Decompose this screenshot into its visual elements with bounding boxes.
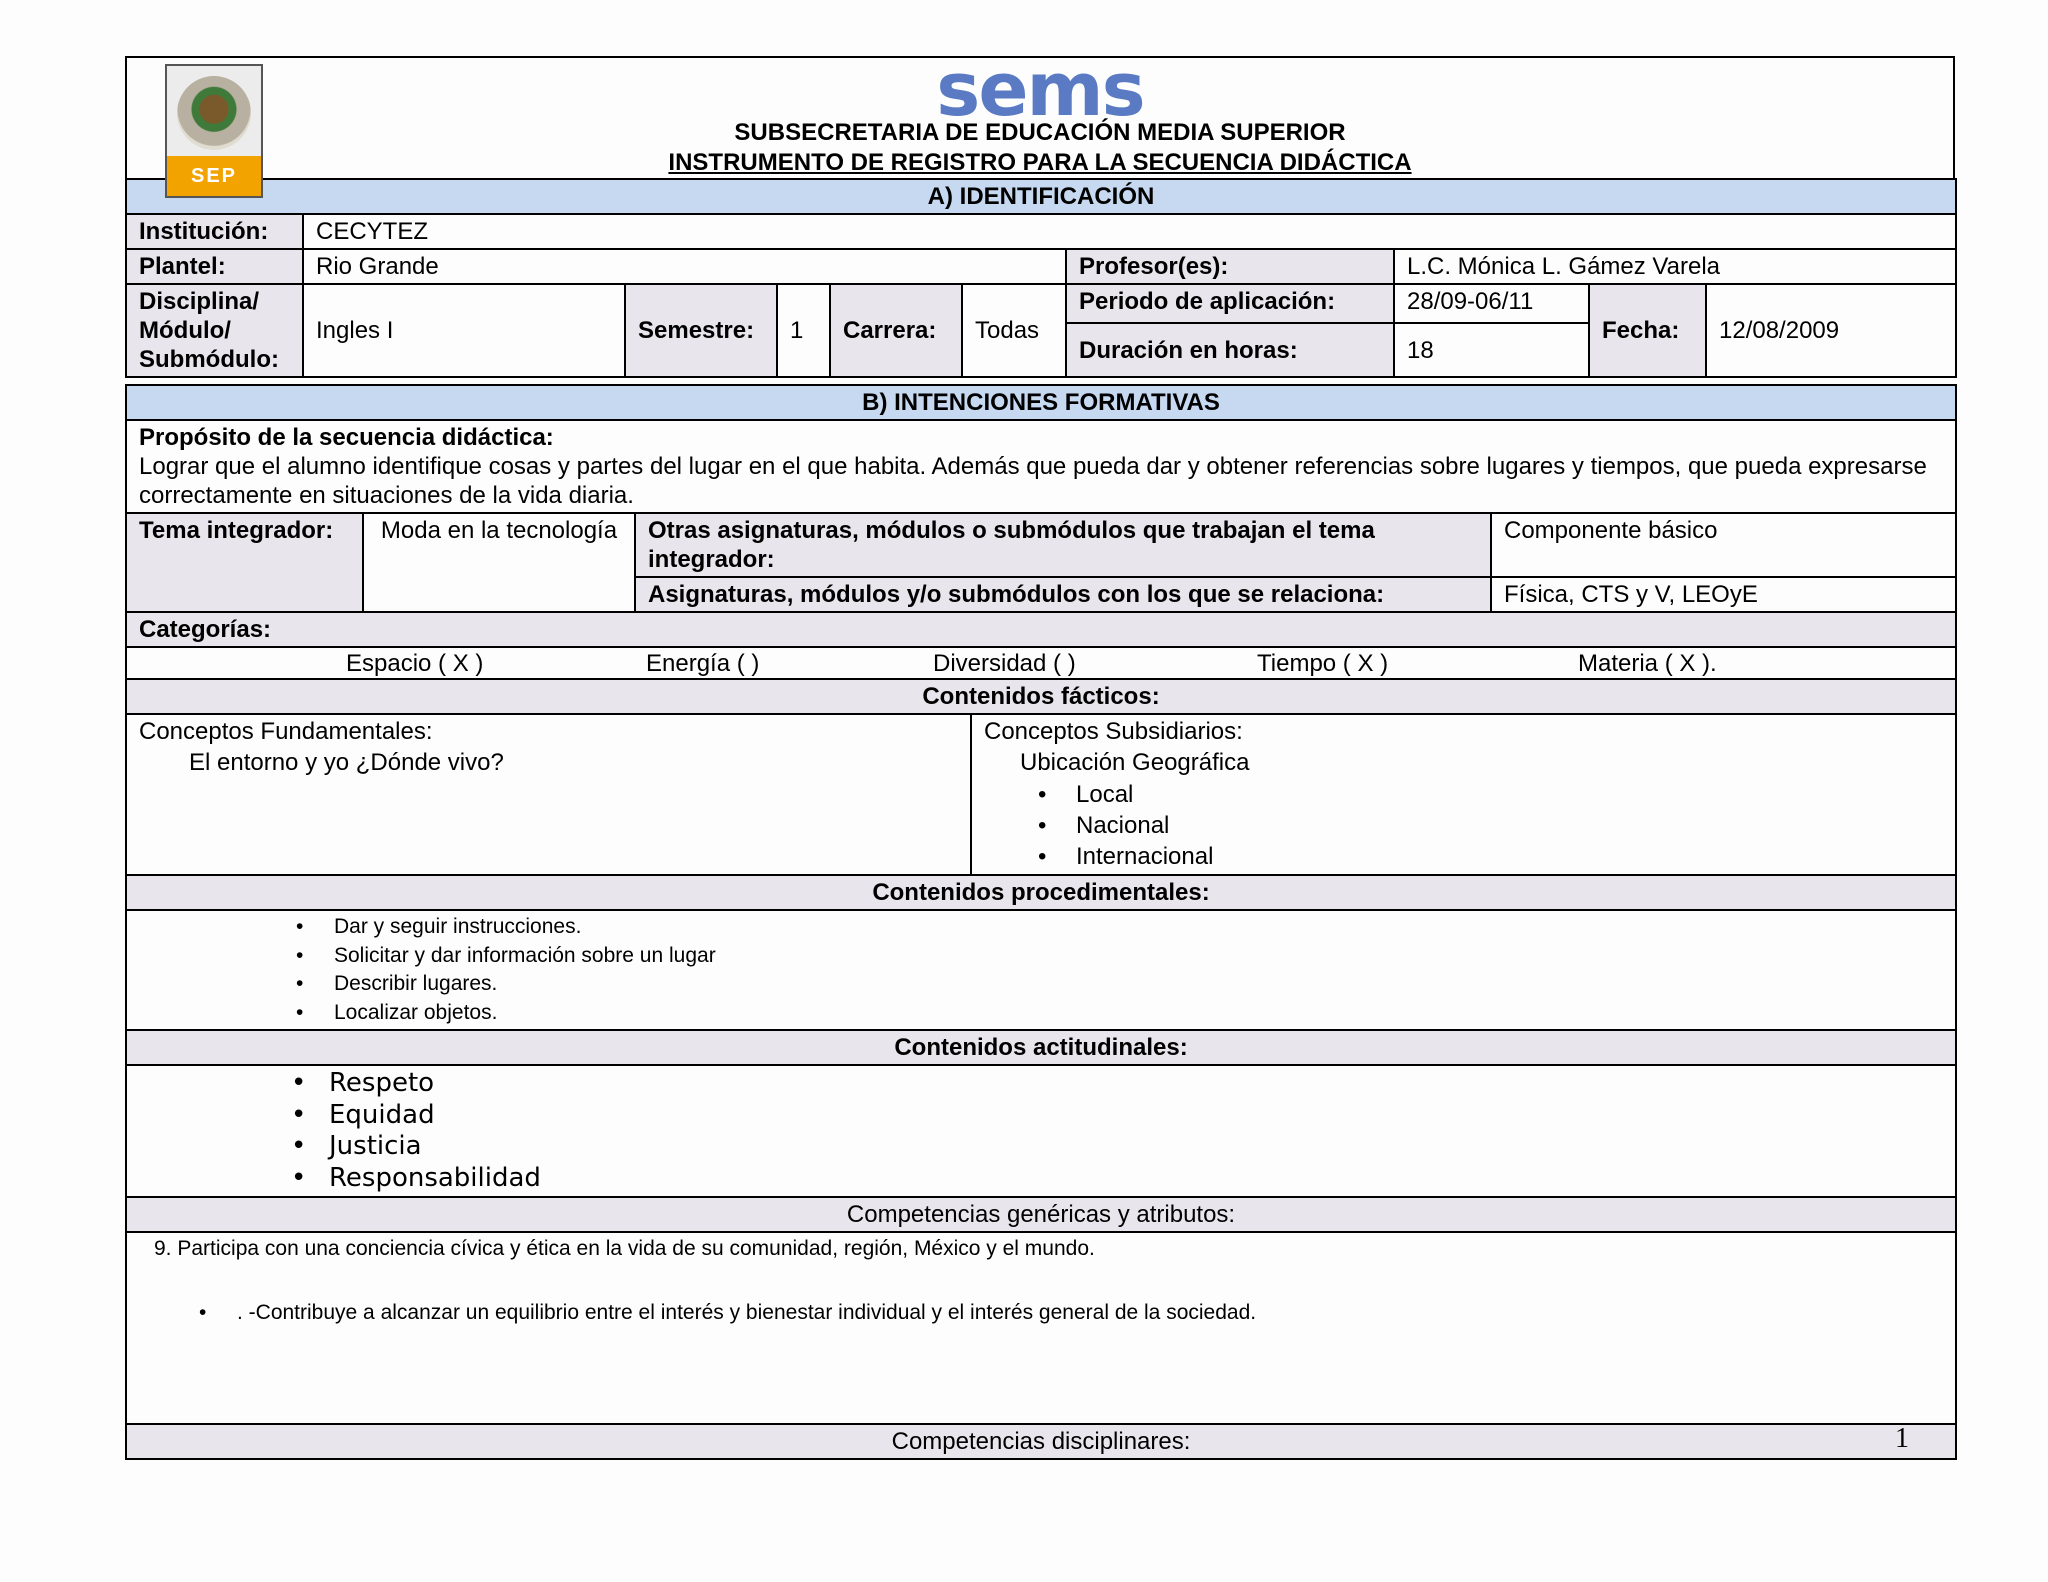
actitudinales-cell [126,1065,1956,1197]
carrera-label: Carrera: [830,284,962,377]
list-item: • Respeto [329,1068,1943,1100]
institucion-value: CECYTEZ [303,214,1956,249]
subsidiarios-cell [971,714,1956,875]
document-header [125,47,1955,187]
semestre-label: Semestre: [625,284,777,377]
genericas-attr-list [139,1299,1943,1327]
list-item: • Dar y seguir instrucciones. [334,913,1943,942]
plantel-label: Plantel: [126,249,303,284]
subsidiarios-label: Conceptos Subsidiarios: [984,718,1243,745]
list-item: • Localizar objetos. [334,999,1943,1028]
page-number: 1 [1895,1423,1909,1454]
section-a-title: A) IDENTIFICACIÓN [126,179,1956,214]
header-subtitle: INSTRUMENTO DE REGISTRO PARA LA SECUENCIA DIDÁCTICA [668,149,1412,176]
disciplinares-title: Competencias disciplinares: [126,1424,1956,1459]
list-item: • Local [1076,779,1943,810]
genericas-title: Competencias genéricas y atributos: [126,1197,1956,1232]
genericas-cell [126,1232,1956,1424]
asignaturas-value: Física, CTS y V, LEOyE [1491,577,1956,612]
otras-value: Componente básico [1491,513,1956,577]
facticos-title: Contenidos fácticos: [126,679,1956,714]
tema-value: Moda en la tecnología [363,513,635,612]
fundamentales-cell [126,714,971,875]
disciplina-label: Disciplina/ Módulo/ Submódulo: [126,284,303,377]
categorias-list [127,648,1955,678]
list-item: • Equidad [329,1100,1943,1132]
identification-table [125,178,1957,378]
categoria-tiempo: Tiempo ( X ) [1257,650,1389,677]
categoria-materia: Materia ( X ). [1578,650,1717,677]
list-item: • Justicia [329,1131,1943,1163]
actitudinales-list [139,1068,1943,1194]
intenciones-table [125,384,1957,1460]
categoria-diversidad: Diversidad ( ) [933,650,1076,677]
otras-label: Otras asignaturas, módulos o submódulos que trabajan el tema integrador: [635,513,1491,577]
periodo-value: 28/09-06/11 [1394,284,1589,323]
asignaturas-label: Asignaturas, módulos y/o submódulos con los que se relaciona: [635,577,1491,612]
proposito-cell [126,420,1956,513]
proposito-label: Propósito de la secuencia didáctica: [139,424,554,451]
actitudinales-title: Contenidos actitudinales: [126,1030,1956,1065]
list-item: • Describir lugares. [334,970,1943,999]
list-item: • Solicitar y dar información sobre un lugar [334,942,1943,971]
list-item: • Nacional [1076,810,1943,841]
sep-logo-text: SEP [167,156,261,196]
categorias-label: Categorías: [126,612,1956,647]
tema-label: Tema integrador: [126,513,363,612]
list-item: • . -Contribuye a alcanzar un equilibrio entre el interés y bienestar individual y el interés general de la sociedad. [237,1299,1943,1327]
list-item: • Responsabilidad [329,1163,1943,1195]
profesor-label: Profesor(es): [1066,249,1394,284]
plantel-value: Rio Grande [303,249,1066,284]
genericas-item: 9. Participa con una conciencia cívica y ética en la vida de su comunidad, región, México y el mundo. [154,1237,1095,1260]
profesor-value: L.C. Mónica L. Gámez Varela [1394,249,1956,284]
categoria-energia: Energía ( ) [646,650,760,677]
periodo-label: Periodo de aplicación: [1066,284,1394,323]
proposito-text: Lograr que el alumno identifique cosas y partes del lugar en el que habita. Además que pueda dar y obtener referencias sobre lugares y tiempos, que pueda expresarse correctamente en situaciones de la vida diaria. [139,453,1927,509]
sems-logo: sems [936,47,1144,133]
duracion-label: Duración en horas: [1066,323,1394,377]
fundamentales-text: El entorno y yo ¿Dónde vivo? [189,749,504,776]
disciplina-value: Ingles I [303,284,625,377]
semestre-value: 1 [777,284,830,377]
duracion-value: 18 [1394,323,1589,377]
section-b-title: B) INTENCIONES FORMATIVAS [126,385,1956,420]
header-title: SUBSECRETARIA DE EDUCACIÓN MEDIA SUPERIOR [734,119,1346,146]
fundamentales-label: Conceptos Fundamentales: [139,718,433,745]
institucion-label: Institución: [126,214,303,249]
carrera-value: Todas [962,284,1066,377]
fecha-value: 12/08/2009 [1706,284,1956,377]
subsidiarios-list [984,779,1943,872]
subsidiarios-sub: Ubicación Geográfica [1020,749,1250,776]
categoria-espacio: Espacio ( X ) [346,650,484,677]
procedimentales-title: Contenidos procedimentales: [126,875,1956,910]
list-item: • Internacional [1076,841,1943,872]
procedimentales-list [139,913,1943,1027]
categorias-row [126,647,1956,679]
document [125,47,1955,1460]
procedimentales-cell [126,910,1956,1030]
fecha-label: Fecha: [1589,284,1706,377]
